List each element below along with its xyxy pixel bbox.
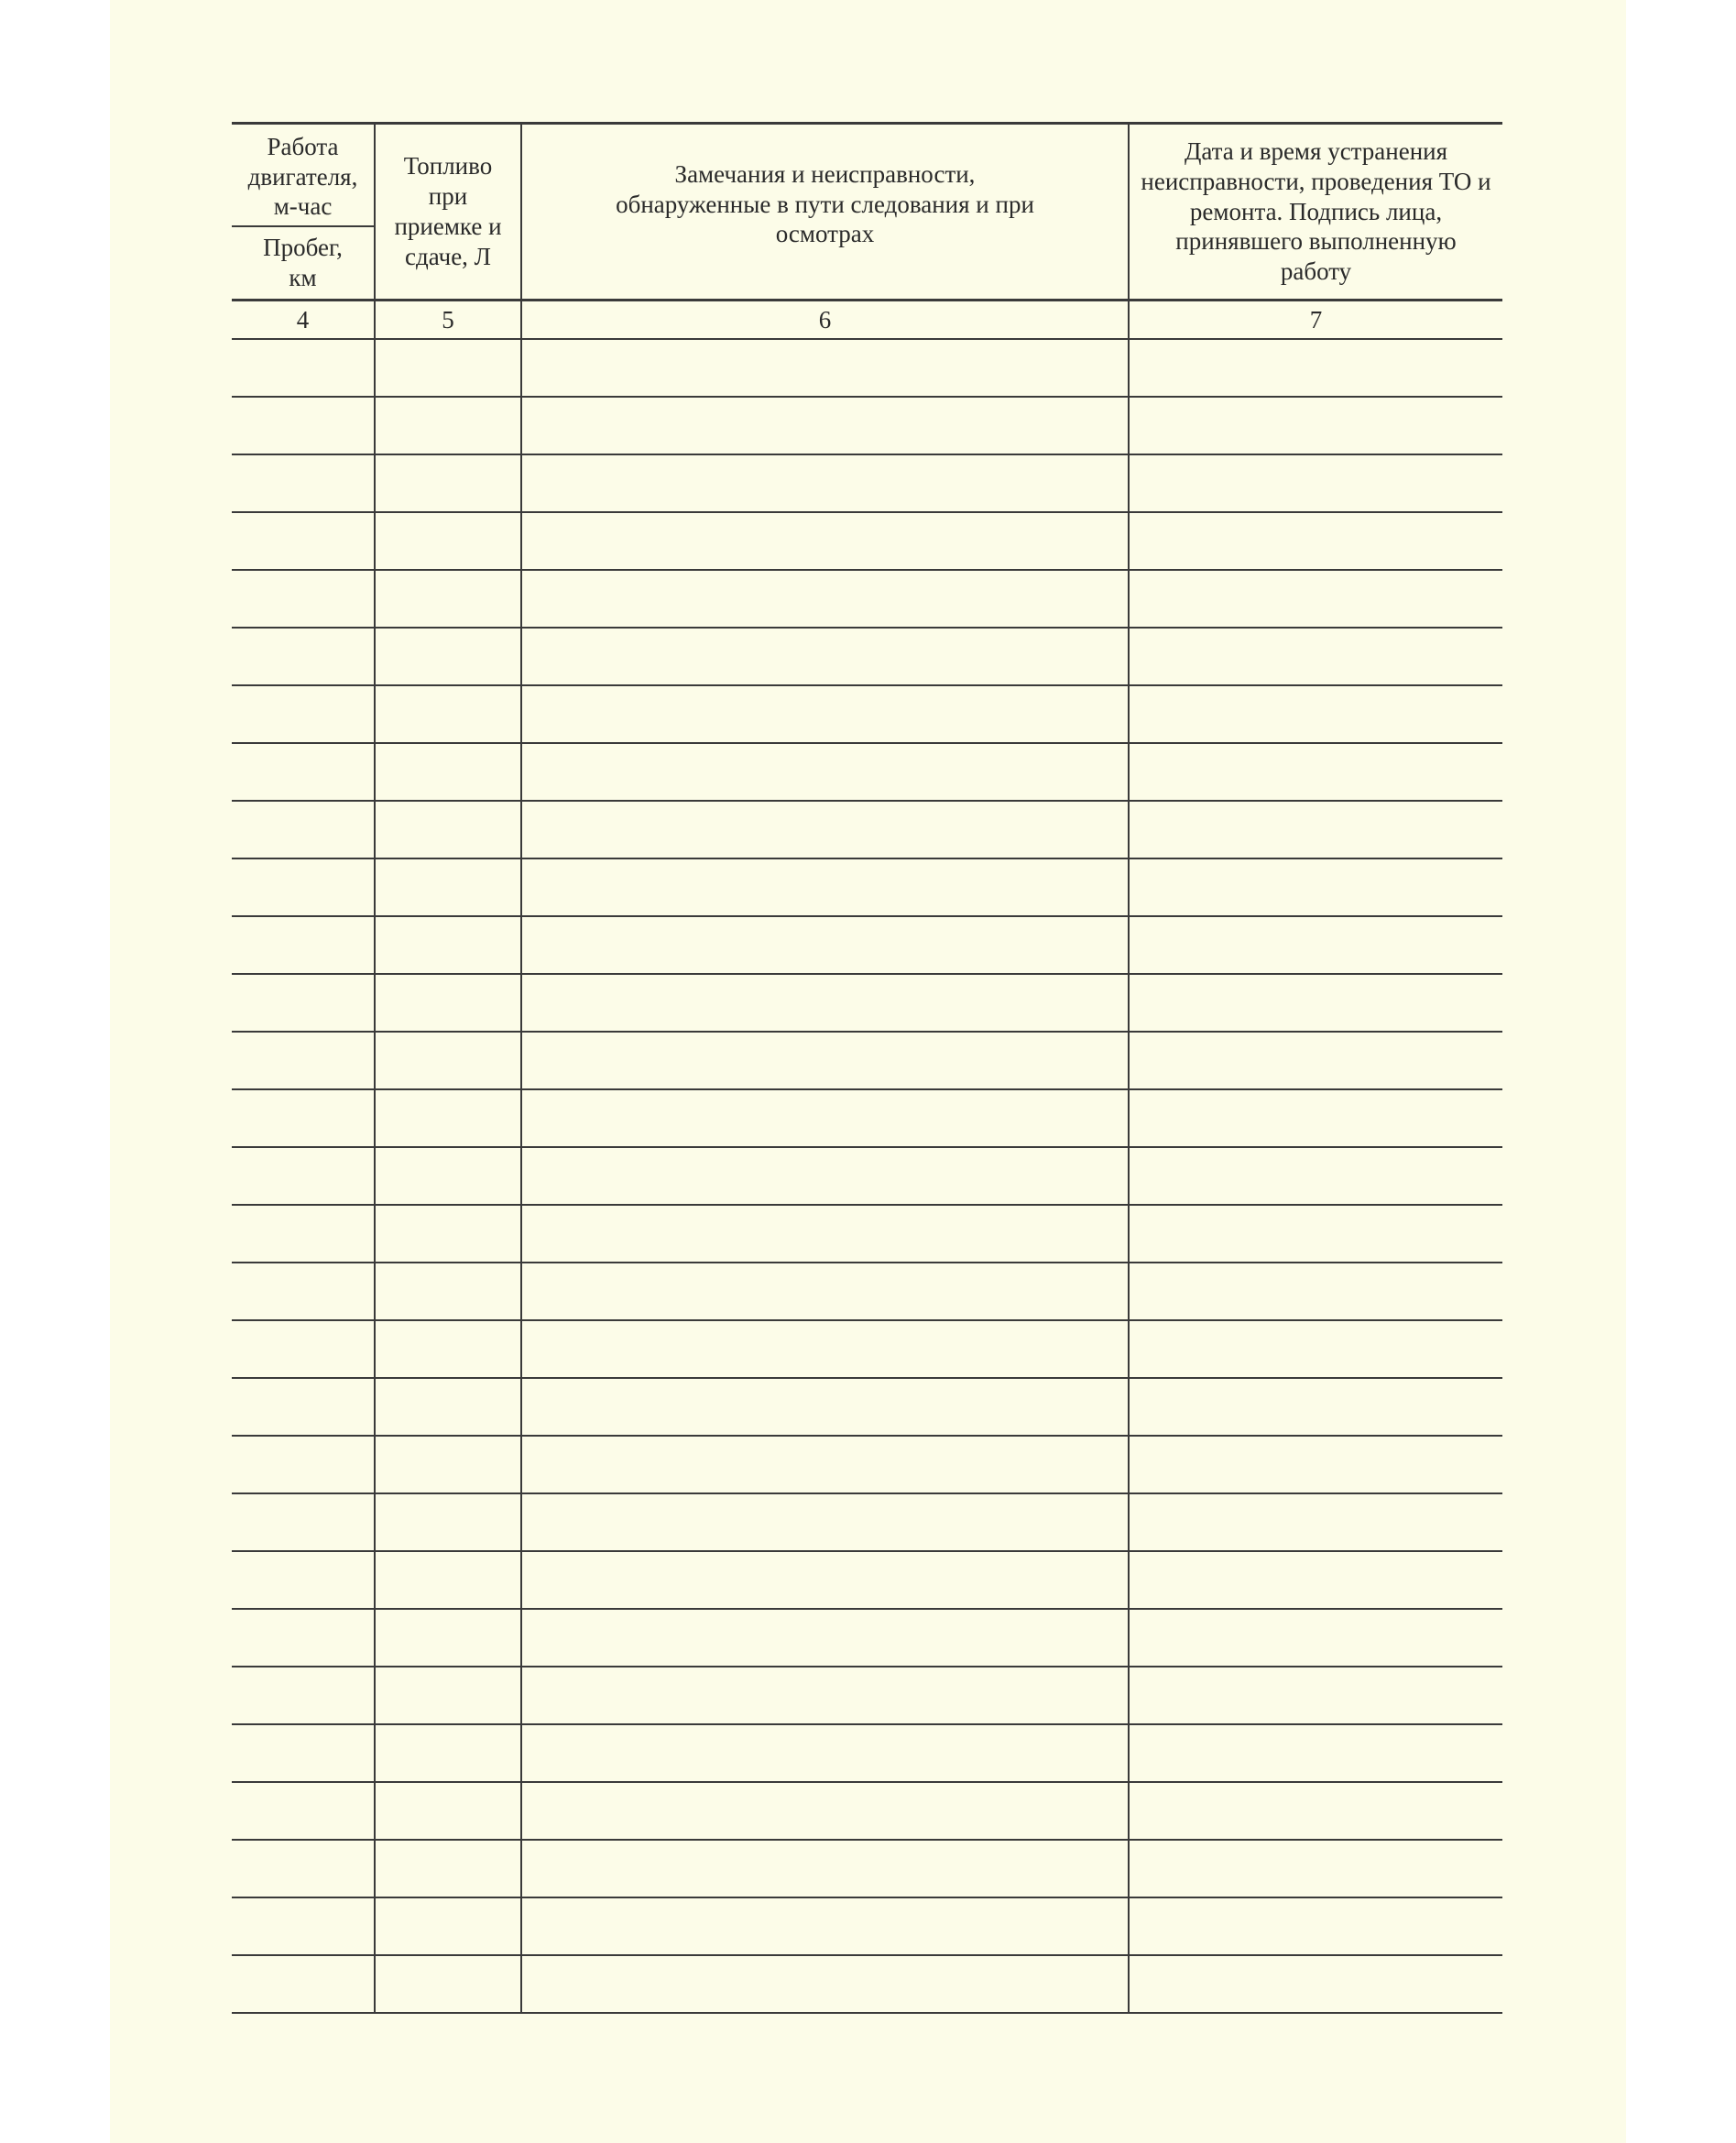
cell-fuel[interactable] — [375, 1032, 521, 1089]
cell-remarks[interactable] — [521, 397, 1129, 454]
cell-repair-date[interactable] — [1129, 916, 1502, 974]
table-row — [232, 628, 1502, 685]
cell-repair-date[interactable] — [1129, 628, 1502, 685]
cell-remarks[interactable] — [521, 974, 1129, 1032]
table-row — [232, 1032, 1502, 1089]
cell-repair-date[interactable] — [1129, 1205, 1502, 1263]
cell-repair-date[interactable] — [1129, 1782, 1502, 1840]
cell-fuel[interactable] — [375, 1667, 521, 1724]
table-row — [232, 1609, 1502, 1667]
cell-engine-mileage[interactable] — [232, 397, 375, 454]
cell-repair-date[interactable] — [1129, 1609, 1502, 1667]
cell-repair-date[interactable] — [1129, 1436, 1502, 1493]
column-number-row — [232, 301, 1502, 340]
cell-fuel[interactable] — [375, 1897, 521, 1955]
cell-remarks[interactable] — [521, 685, 1129, 743]
cell-engine-mileage[interactable] — [232, 1782, 375, 1840]
cell-engine-mileage[interactable] — [232, 1955, 375, 2013]
cell-engine-mileage[interactable] — [232, 916, 375, 974]
cell-remarks[interactable] — [521, 570, 1129, 628]
table-row — [232, 512, 1502, 570]
cell-remarks[interactable] — [521, 1955, 1129, 2013]
cell-engine-mileage[interactable] — [232, 743, 375, 801]
table-row — [232, 1724, 1502, 1782]
cell-fuel[interactable] — [375, 974, 521, 1032]
cell-engine-mileage[interactable] — [232, 1436, 375, 1493]
table-row — [232, 397, 1502, 454]
column-number: 5 — [375, 301, 521, 340]
table-row — [232, 1320, 1502, 1378]
cell-repair-date[interactable] — [1129, 858, 1502, 916]
cell-engine-mileage[interactable] — [232, 685, 375, 743]
cell-remarks[interactable] — [521, 1609, 1129, 1667]
cell-fuel[interactable] — [375, 1955, 521, 2013]
table-row — [232, 743, 1502, 801]
cell-remarks[interactable] — [521, 454, 1129, 512]
table-row — [232, 1840, 1502, 1897]
cell-fuel[interactable] — [375, 1609, 521, 1667]
cell-remarks[interactable] — [521, 801, 1129, 858]
cell-repair-date[interactable] — [1129, 1493, 1502, 1551]
cell-remarks[interactable] — [521, 1667, 1129, 1724]
table-row — [232, 1147, 1502, 1205]
cell-engine-mileage[interactable] — [232, 1378, 375, 1436]
cell-remarks[interactable] — [521, 916, 1129, 974]
cell-repair-date[interactable] — [1129, 1840, 1502, 1897]
cell-repair-date[interactable] — [1129, 1320, 1502, 1378]
cell-remarks[interactable] — [521, 1840, 1129, 1897]
cell-remarks[interactable] — [521, 1551, 1129, 1609]
header-remarks: Замечания и неисправности, обнаруженные в пути следования и при осмотрах — [616, 159, 1034, 248]
cell-fuel[interactable] — [375, 628, 521, 685]
cell-remarks[interactable] — [521, 1493, 1129, 1551]
table-row — [232, 685, 1502, 743]
cell-engine-mileage[interactable] — [232, 1493, 375, 1551]
cell-fuel[interactable] — [375, 1436, 521, 1493]
cell-repair-date[interactable] — [1129, 974, 1502, 1032]
cell-fuel[interactable] — [375, 801, 521, 858]
cell-fuel[interactable] — [375, 1263, 521, 1320]
cell-remarks[interactable] — [521, 1897, 1129, 1955]
cell-fuel[interactable] — [375, 339, 521, 397]
table-row — [232, 1551, 1502, 1609]
cell-engine-mileage[interactable] — [232, 1724, 375, 1782]
cell-fuel[interactable] — [375, 397, 521, 454]
cell-remarks[interactable] — [521, 512, 1129, 570]
column-number: 6 — [521, 301, 1129, 340]
header-cell-engine-mileage — [232, 124, 375, 301]
table-row — [232, 1955, 1502, 2013]
cell-remarks[interactable] — [521, 1782, 1129, 1840]
cell-repair-date[interactable] — [1129, 743, 1502, 801]
cell-engine-mileage[interactable] — [232, 512, 375, 570]
cell-repair-date[interactable] — [1129, 1897, 1502, 1955]
cell-repair-date[interactable] — [1129, 801, 1502, 858]
cell-engine-mileage[interactable] — [232, 974, 375, 1032]
cell-fuel[interactable] — [375, 1493, 521, 1551]
cell-fuel[interactable] — [375, 743, 521, 801]
cell-fuel[interactable] — [375, 685, 521, 743]
table-row — [232, 454, 1502, 512]
cell-remarks[interactable] — [521, 1147, 1129, 1205]
cell-remarks[interactable] — [521, 1378, 1129, 1436]
table-row — [232, 1089, 1502, 1147]
cell-engine-mileage[interactable] — [232, 858, 375, 916]
cell-remarks[interactable] — [521, 858, 1129, 916]
cell-fuel[interactable] — [375, 1205, 521, 1263]
header-engine-hours: Работа двигателя, м-час — [247, 132, 358, 221]
logbook-table — [232, 122, 1502, 2014]
cell-engine-mileage[interactable] — [232, 801, 375, 858]
cell-repair-date[interactable] — [1129, 1378, 1502, 1436]
table-row — [232, 1378, 1502, 1436]
cell-engine-mileage[interactable] — [232, 1032, 375, 1089]
cell-repair-date[interactable] — [1129, 1147, 1502, 1205]
table-row — [232, 1263, 1502, 1320]
cell-remarks[interactable] — [521, 628, 1129, 685]
cell-engine-mileage[interactable] — [232, 570, 375, 628]
cell-repair-date[interactable] — [1129, 454, 1502, 512]
cell-engine-mileage[interactable] — [232, 1320, 375, 1378]
cell-remarks[interactable] — [521, 1320, 1129, 1378]
cell-engine-mileage[interactable] — [232, 1897, 375, 1955]
cell-fuel[interactable] — [375, 1378, 521, 1436]
cell-fuel[interactable] — [375, 858, 521, 916]
cell-engine-mileage[interactable] — [232, 1609, 375, 1667]
table-row — [232, 1436, 1502, 1493]
cell-remarks[interactable] — [521, 1032, 1129, 1089]
cell-fuel[interactable] — [375, 1724, 521, 1782]
cell-engine-mileage[interactable] — [232, 1147, 375, 1205]
cell-repair-date[interactable] — [1129, 685, 1502, 743]
column-number: 7 — [1129, 301, 1502, 340]
table-row — [232, 339, 1502, 397]
cell-repair-date[interactable] — [1129, 1089, 1502, 1147]
table-row — [232, 1205, 1502, 1263]
cell-remarks[interactable] — [521, 1263, 1129, 1320]
cell-engine-mileage[interactable] — [232, 454, 375, 512]
cell-fuel[interactable] — [375, 1840, 521, 1897]
cell-fuel[interactable] — [375, 512, 521, 570]
cell-fuel[interactable] — [375, 1551, 521, 1609]
cell-repair-date[interactable] — [1129, 1263, 1502, 1320]
table-row — [232, 858, 1502, 916]
table-row — [232, 1782, 1502, 1840]
cell-engine-mileage[interactable] — [232, 1205, 375, 1263]
cell-engine-mileage[interactable] — [232, 1263, 375, 1320]
header-fuel: Топливо при приемке и сдаче, Л — [394, 152, 502, 270]
cell-remarks[interactable] — [521, 1089, 1129, 1147]
table-row — [232, 801, 1502, 858]
table-row — [232, 570, 1502, 628]
cell-fuel[interactable] — [375, 1089, 521, 1147]
cell-repair-date[interactable] — [1129, 397, 1502, 454]
cell-repair-date[interactable] — [1129, 339, 1502, 397]
column-number: 4 — [232, 301, 375, 340]
cell-engine-mileage[interactable] — [232, 339, 375, 397]
cell-repair-date[interactable] — [1129, 570, 1502, 628]
header-cell-fuel — [375, 124, 521, 301]
header-repair-date-signature: Дата и время устранения неисправности, проведения ТО и ремонта. Подпись лица, принявшего выполненную работу — [1141, 137, 1491, 286]
cell-fuel[interactable] — [375, 916, 521, 974]
header-row — [232, 124, 1502, 301]
table-row — [232, 1493, 1502, 1551]
cell-remarks[interactable] — [521, 1724, 1129, 1782]
cell-repair-date[interactable] — [1129, 512, 1502, 570]
cell-fuel[interactable] — [375, 1147, 521, 1205]
cell-fuel[interactable] — [375, 1782, 521, 1840]
table-row — [232, 916, 1502, 974]
header-cell-repair-date — [1129, 124, 1502, 301]
cell-engine-mileage[interactable] — [232, 1551, 375, 1609]
cell-repair-date[interactable] — [1129, 1032, 1502, 1089]
cell-fuel[interactable] — [375, 454, 521, 512]
cell-repair-date[interactable] — [1129, 1724, 1502, 1782]
table-row — [232, 1897, 1502, 1955]
table-row — [232, 1667, 1502, 1724]
cell-fuel[interactable] — [375, 1320, 521, 1378]
cell-engine-mileage[interactable] — [232, 1840, 375, 1897]
table-row — [232, 974, 1502, 1032]
cell-engine-mileage[interactable] — [232, 1667, 375, 1724]
cell-engine-mileage[interactable] — [232, 628, 375, 685]
cell-remarks[interactable] — [521, 339, 1129, 397]
cell-engine-mileage[interactable] — [232, 1089, 375, 1147]
cell-fuel[interactable] — [375, 570, 521, 628]
cell-repair-date[interactable] — [1129, 1551, 1502, 1609]
header-cell-remarks — [521, 124, 1129, 301]
cell-remarks[interactable] — [521, 1205, 1129, 1263]
cell-repair-date[interactable] — [1129, 1955, 1502, 2013]
cell-remarks[interactable] — [521, 743, 1129, 801]
cell-repair-date[interactable] — [1129, 1667, 1502, 1724]
cell-remarks[interactable] — [521, 1436, 1129, 1493]
header-mileage: Пробег, км — [263, 234, 343, 291]
